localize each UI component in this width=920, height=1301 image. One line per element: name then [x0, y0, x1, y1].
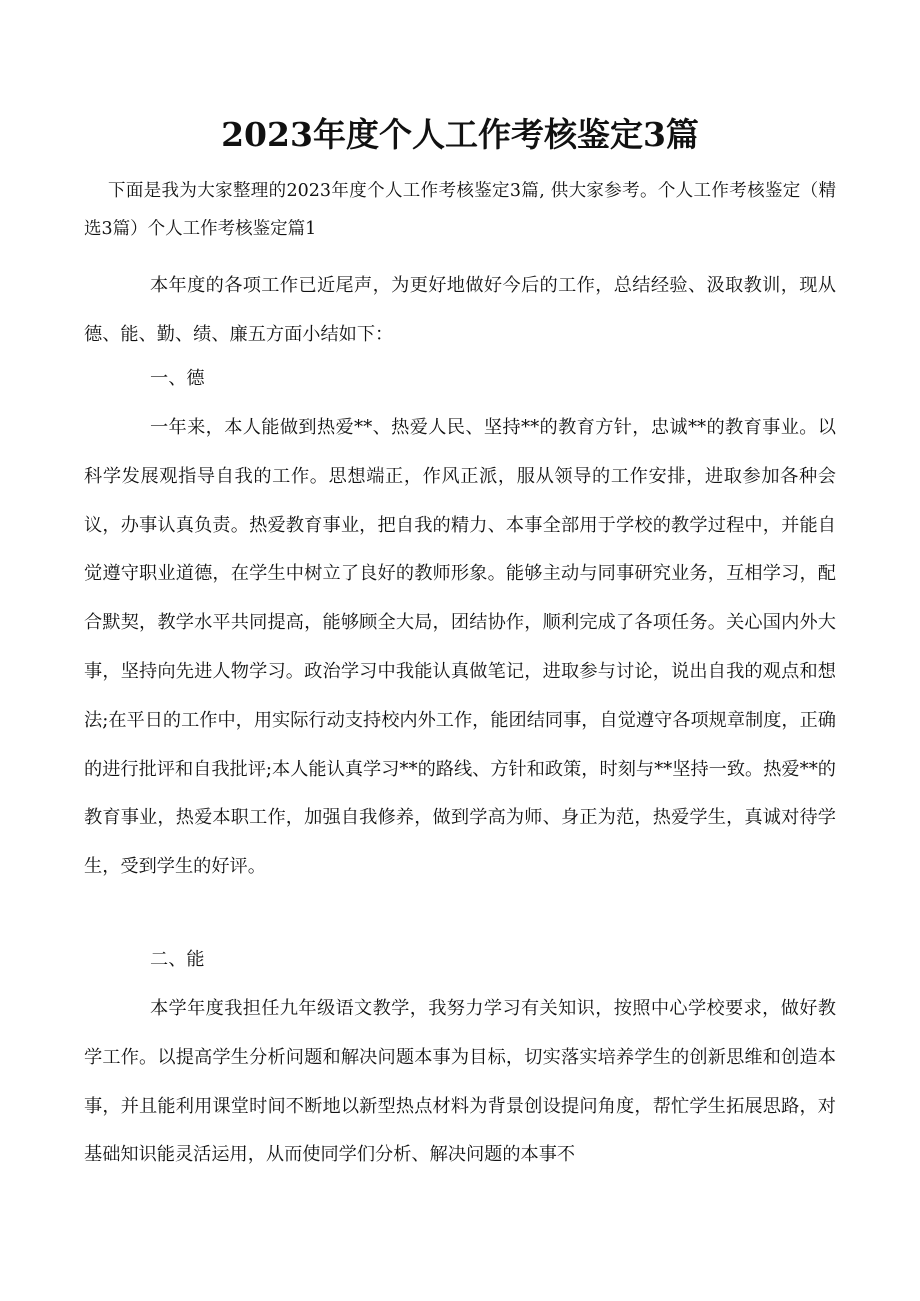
ability-paragraph: 本学年度我担任九年级语文教学，我努力学习有关知识，按照中心学校要求，做好教学工作。以提高学生分析问题和解决问题本事为目标，切实落实培养学生的创新思维和创造本事，并且能利用课堂时间不断地以新型热点材料为背景创设提问角度，帮忙学生拓展思路，对基础知识能灵活运用，从而使同学们分析、解决问题的本事不	[84, 998, 836, 1166]
opening-paragraph: 本年度的各项工作已近尾声，为更好地做好今后的工作，总结经验、汲取教训，现从德、能、勤、绩、廉五方面小结如下：	[84, 275, 836, 345]
document-title: 2023年度个人工作考核鉴定3篇	[221, 115, 699, 154]
intro-paragraph: 下面是我为大家整理的2023年度个人工作考核鉴定3篇, 供大家参考。个人工作考核鉴定（精选3篇）个人工作考核鉴定篇1	[84, 181, 836, 239]
section-heading-ability: 二、能	[150, 949, 205, 970]
section-heading-virtue: 一、德	[150, 368, 205, 389]
virtue-paragraph: 一年来，本人能做到热爱**、热爱人民、坚持**的教育方针，忠诚**的教育事业。以科学发展观指导自我的工作。思想端正，作风正派，服从领导的工作安排，进取参加各种会议，办事认真负责。热爱教育事业，把自我的精力、本事全部用于学校的教学过程中，并能自觉遵守职业道德，在学生中树立了良好的教师形象。能够主动与同事研究业务，互相学习，配合默契，教学水平共同提高，能够顾全大局，团结协作，顺利完成了各项任务。关心国内外大事，坚持向先进人物学习。政治学习中我能认真做笔记，进取参与讨论，说出自我的观点和想法;在平日的工作中，用实际行动支持校内外工作，能团结同事，自觉遵守各项规章制度，正确的进行批评和自我批评;本人能认真学习**的路线、方针和政策，时刻与**坚持一致。热爱**的教育事业，热爱本职工作，加强自我修养，做到学高为师、身正为范，热爱学生，真诚对待学生，受到学生的好评。	[84, 417, 836, 878]
